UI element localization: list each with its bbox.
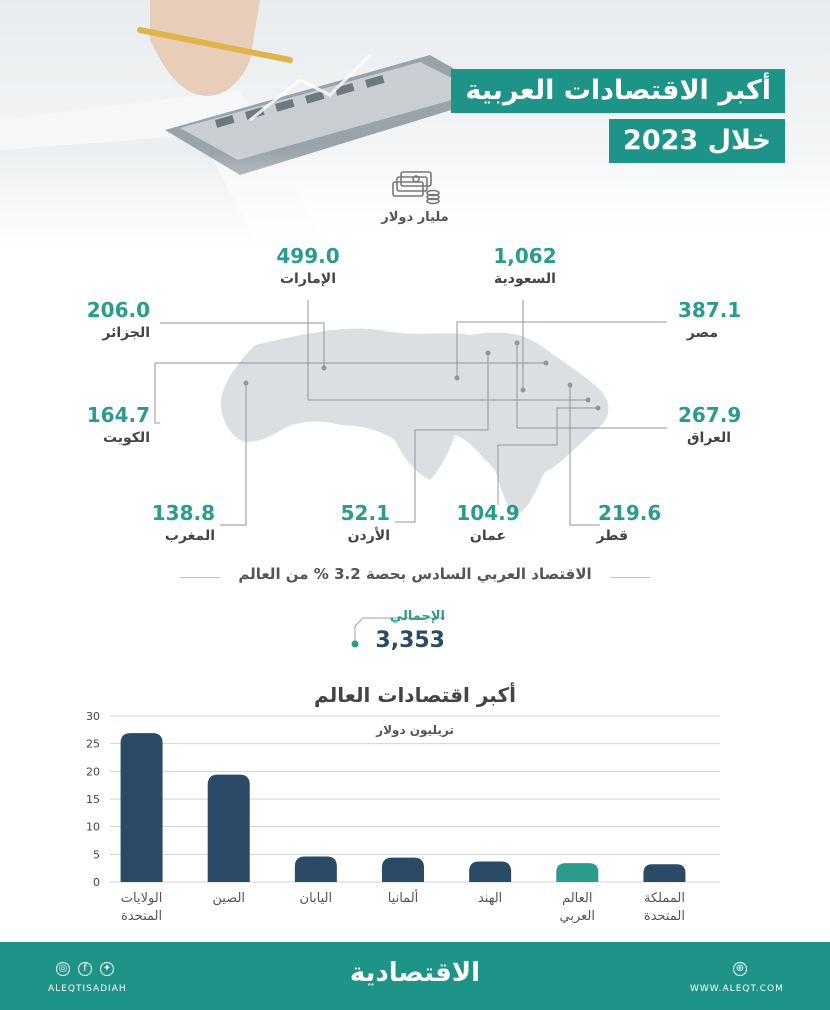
social-handle[interactable]: ALEQTISADIAH	[48, 984, 127, 994]
x-category-label: الهند	[477, 891, 503, 906]
bar	[469, 862, 511, 882]
value-qatar: 219.6	[598, 501, 662, 525]
y-tick-label: 20	[86, 765, 100, 779]
name-jordan: الأردن	[347, 528, 390, 544]
y-tick-label: 0	[93, 876, 100, 889]
x-category-label: ألمانيا	[387, 891, 419, 906]
x-category-label: الصين	[212, 891, 246, 906]
x-category-label: المتحدة	[121, 909, 163, 924]
bar	[556, 863, 598, 882]
name-iraq: العراق	[687, 430, 731, 446]
value-oman: 104.9	[456, 501, 520, 525]
x-category-label: المتحدة	[643, 909, 685, 924]
total-value: 3,353	[375, 628, 445, 653]
total-label: الإجمالي	[389, 609, 445, 624]
name-oman: عمان	[469, 528, 507, 544]
name-morocco: المغرب	[164, 528, 215, 544]
value-morocco: 138.8	[151, 501, 215, 525]
chart-unit-label: تريليون دولار	[376, 723, 454, 737]
name-egypt: مصر	[686, 325, 718, 341]
bar	[295, 857, 337, 882]
y-tick-label: 5	[93, 848, 100, 862]
x-category-label: الولايات	[120, 891, 163, 906]
name-kuwait: الكويت	[102, 430, 150, 446]
y-tick-label: 30	[86, 710, 100, 723]
globe-icon[interactable]: ⊕	[733, 962, 747, 976]
x-category-label: العالم	[562, 891, 593, 906]
website-link[interactable]: WWW.ALEQT.COM	[690, 984, 784, 994]
value-uae: 499.0	[276, 244, 340, 268]
x-category-label: العربي	[559, 909, 596, 924]
name-uae: الإمارات	[279, 271, 337, 287]
summary-rule-left	[180, 577, 220, 578]
value-iraq: 267.9	[678, 403, 742, 427]
twitter-icon[interactable]: ✦	[100, 962, 114, 976]
y-tick-label: 10	[86, 820, 100, 834]
facebook-icon[interactable]: f	[78, 962, 92, 976]
summary-text: الاقتصاد العربي السادس بحصة 3.2 % من العالم	[238, 565, 592, 583]
y-tick-label: 15	[86, 793, 100, 806]
instagram-icon[interactable]: ◎	[56, 962, 70, 976]
bar-chart	[0, 700, 830, 935]
x-category-label: اليابان	[299, 891, 333, 906]
value-algeria: 206.0	[86, 298, 150, 322]
name-saudi: السعودية	[494, 271, 556, 287]
bar	[121, 733, 163, 882]
chart-title: أكبر اقتصادات العالم	[314, 683, 516, 707]
infographic-title-line2: خلال 2023	[609, 119, 785, 163]
name-qatar: قطر	[596, 528, 628, 544]
summary-rule-right	[610, 577, 650, 578]
value-kuwait: 164.7	[86, 403, 150, 427]
map-unit-label: مليار دولار	[381, 210, 449, 225]
value-jordan: 52.1	[340, 501, 390, 525]
y-tick-label: 25	[86, 737, 100, 751]
name-algeria: الجزائر	[102, 325, 150, 341]
value-egypt: 387.1	[678, 298, 742, 322]
bar	[643, 864, 685, 882]
bar	[208, 775, 250, 882]
bar	[382, 858, 424, 882]
brand-logo: الاقتصادية	[349, 958, 481, 988]
value-saudi: 1,062	[493, 244, 557, 268]
x-category-label: المملكة	[643, 891, 685, 906]
infographic-title-line1: أكبر الاقتصادات العربية	[451, 69, 785, 113]
